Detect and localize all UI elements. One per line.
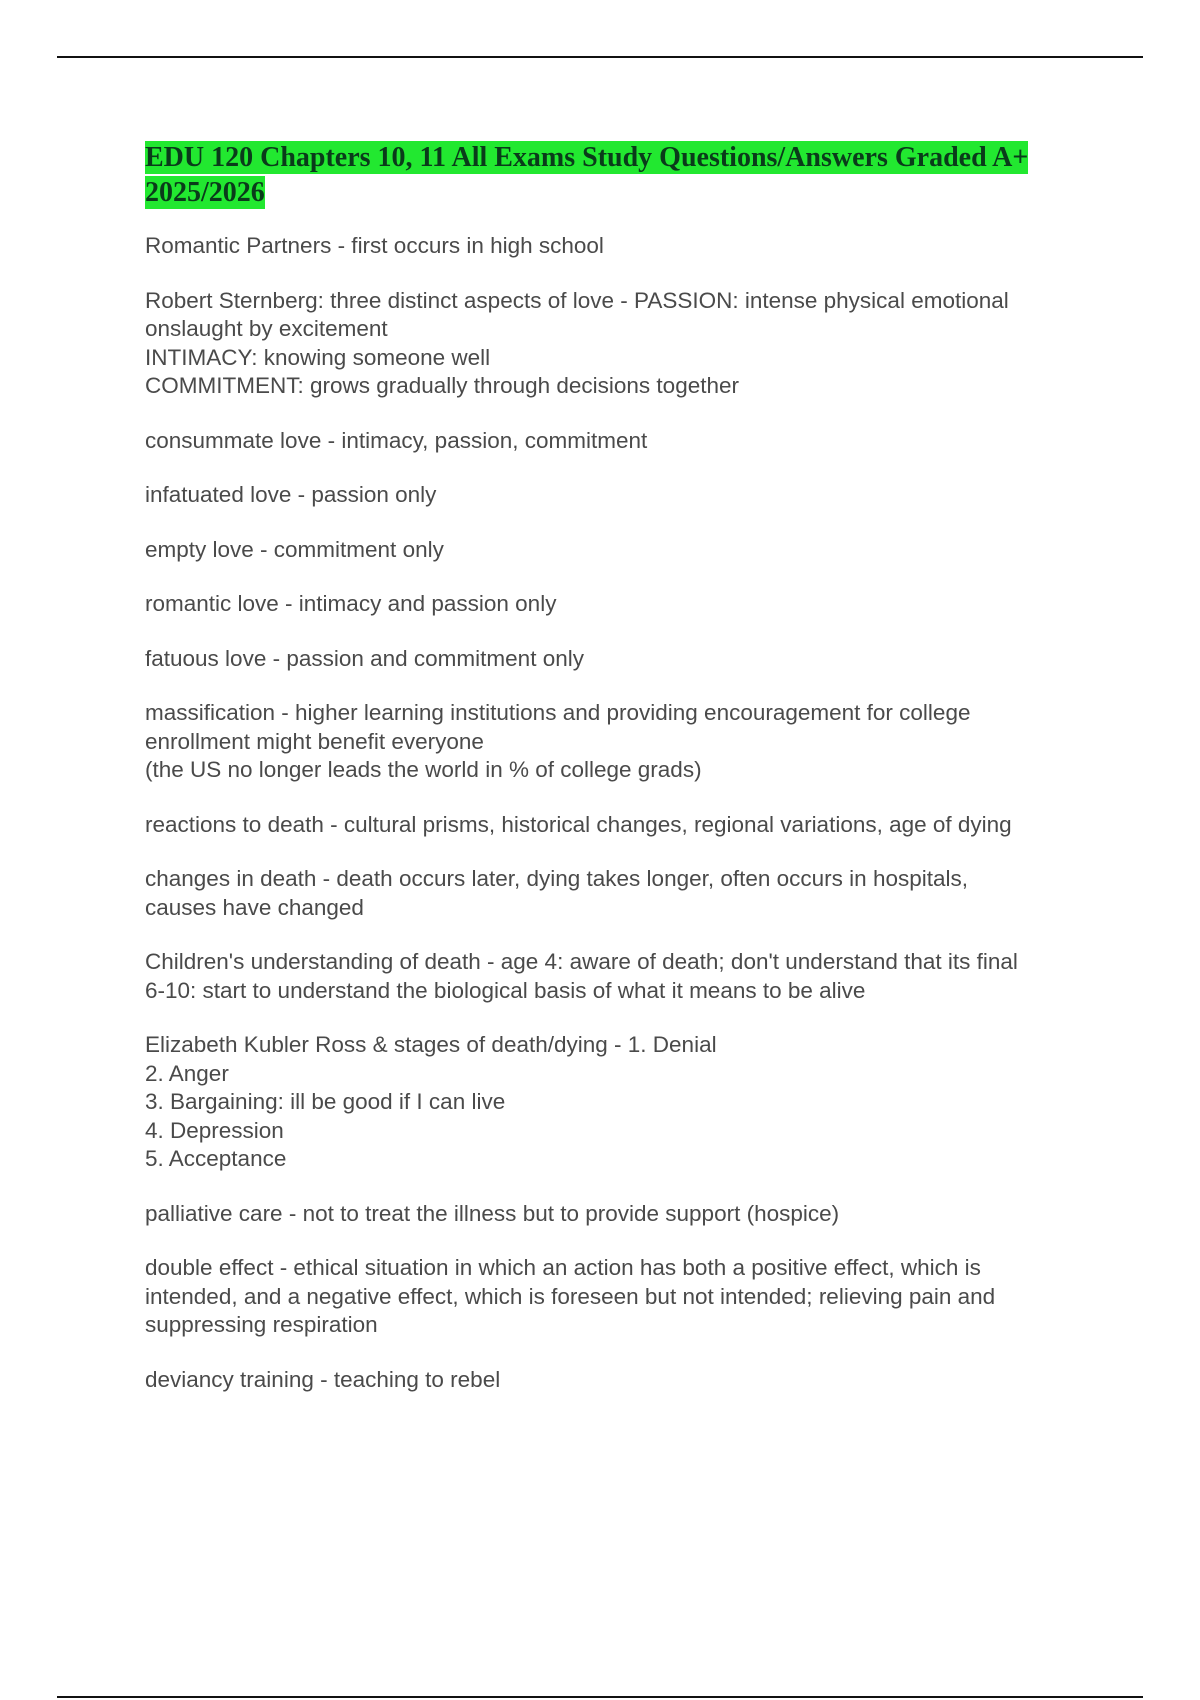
entry-line: fatuous love - passion and commitment only	[145, 645, 584, 671]
entry-line: 2. Anger	[145, 1060, 229, 1086]
entry-line: 3. Bargaining: ill be good if I can live	[145, 1089, 506, 1114]
entry-line: causes have changed	[145, 894, 364, 920]
entry-line: COMMITMENT: grows gradually through decisions together	[145, 373, 739, 398]
title-line-2: 2025/2026	[145, 177, 265, 208]
study-entry	[145, 536, 1105, 565]
study-entry	[145, 645, 1105, 674]
entry-line: INTIMACY: knowing someone well	[145, 344, 491, 370]
document-title	[145, 140, 1105, 210]
entry-line: Robert Sternberg: three distinct aspects of love - PASSION: intense physical emotional	[145, 287, 1009, 313]
entry-line: palliative care - not to treat the illness but to provide support (hospice)	[145, 1200, 840, 1226]
entry-line: infatuated love - passion only	[145, 482, 437, 507]
study-entry	[145, 287, 1105, 401]
study-entry	[145, 1254, 1105, 1340]
study-entry	[145, 865, 1105, 922]
entry-line: empty love - commitment only	[145, 536, 444, 562]
entry-line: 6-10: start to understand the biological basis of what it means to be alive	[145, 977, 866, 1003]
study-entry	[145, 1031, 1105, 1174]
bottom-rule	[57, 1696, 1143, 1698]
entry-line: reactions to death - cultural prisms, historical changes, regional variations, age of dying	[145, 811, 1012, 837]
study-entry	[145, 948, 1105, 1005]
title-line-1: EDU 120 Chapters 10, 11 All Exams Study Questions/Answers Graded A+	[145, 142, 1029, 173]
entry-line: deviancy training - teaching to rebel	[145, 1366, 501, 1392]
entry-line: changes in death - death occurs later, dying takes longer, often occurs in hospitals,	[145, 866, 968, 891]
study-entry	[145, 427, 1105, 456]
entry-line: enrollment might benefit everyone	[145, 728, 484, 754]
entry-line: 4. Depression	[145, 1117, 284, 1143]
entry-line: massification - higher learning institutions and providing encouragement for college	[145, 700, 971, 725]
study-entry	[145, 699, 1105, 785]
study-entries-list	[145, 232, 1105, 1394]
entry-line: Romantic Partners - first occurs in high school	[145, 233, 604, 258]
entry-line: romantic love - intimacy and passion only	[145, 591, 557, 616]
entry-line: double effect - ethical situation in which an action has both a positive effect, which is	[145, 1255, 981, 1280]
study-entry	[145, 232, 1105, 261]
entry-line: (the US no longer leads the world in % of college grads)	[145, 757, 702, 782]
document-body	[145, 140, 1105, 1420]
entry-line: intended, and a negative effect, which is foreseen but not intended; relieving pain and	[145, 1283, 996, 1309]
entry-line: suppressing respiration	[145, 1312, 378, 1337]
top-rule	[57, 56, 1143, 58]
study-entry	[145, 1366, 1105, 1395]
entry-line: onslaught by excitement	[145, 316, 388, 341]
entry-line: Elizabeth Kubler Ross & stages of death/dying - 1. Denial	[145, 1032, 717, 1057]
study-entry	[145, 481, 1105, 510]
entry-line: consummate love - intimacy, passion, commitment	[145, 427, 648, 453]
entry-line: Children's understanding of death - age 4: aware of death; don't understand that its final	[145, 949, 1018, 974]
entry-line: 5. Acceptance	[145, 1146, 287, 1171]
study-entry	[145, 590, 1105, 619]
study-entry	[145, 811, 1105, 840]
study-entry	[145, 1200, 1105, 1229]
